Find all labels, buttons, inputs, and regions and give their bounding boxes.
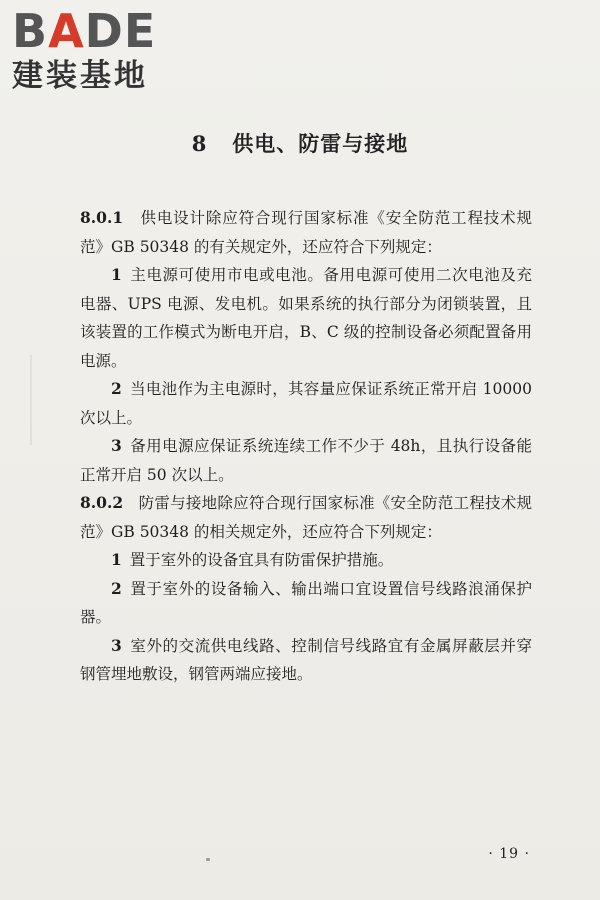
page-number: · 19 · bbox=[488, 846, 530, 862]
clause-item bbox=[80, 375, 532, 432]
bade-logo bbox=[12, 6, 182, 94]
item-text: 主电源可使用市电或电池。备用电源可使用二次电池及充电器、UPS 电源、发电机。如果系统的执行部分为闭锁装置，且该装置的工作模式为断电开启，B、C 级的控制设备必须配置备用电源。 bbox=[80, 266, 532, 370]
section-body bbox=[80, 204, 532, 689]
clause-number: 8.0.2 bbox=[80, 493, 124, 512]
clause-8-0-2 bbox=[80, 489, 532, 546]
clause-8-0-1 bbox=[80, 204, 532, 261]
clause-text: 供电设计除应符合现行国家标准《安全防范工程技术规范》GB 50348 的有关规定外，还应符合下列规定： bbox=[80, 209, 532, 256]
item-number: 2 bbox=[111, 379, 122, 398]
clause-text: 防雷与接地除应符合现行国家标准《安全防范工程技术规范》GB 50348 的相关规定外，还应符合下列规定： bbox=[80, 494, 532, 541]
item-number: 3 bbox=[111, 436, 122, 455]
logo-letters-de: DE bbox=[84, 4, 157, 58]
item-text: 备用电源应保证系统连续工作不少于 48h，且执行设备能正常开启 50 次以上。 bbox=[80, 437, 532, 484]
scan-speck bbox=[206, 858, 210, 861]
item-text: 置于室外的设备宜具有防雷保护措施。 bbox=[129, 551, 394, 569]
clause-number: 8.0.1 bbox=[80, 208, 124, 227]
item-number: 2 bbox=[111, 578, 122, 598]
clause-item bbox=[80, 546, 532, 575]
clause-item bbox=[80, 261, 532, 375]
logo-subtitle: 建装基地 bbox=[12, 58, 148, 94]
item-number: 1 bbox=[111, 550, 122, 569]
logo-letter-b: B bbox=[12, 4, 49, 58]
item-text: 室外的交流供电线路、控制信号线路宜有金属屏蔽层并穿钢管埋地敷设，钢管两端应接地。 bbox=[80, 636, 532, 683]
item-text: 置于室外的设备输入、输出端口宜设置信号线路浪涌保护器。 bbox=[80, 579, 532, 626]
clause-item bbox=[80, 575, 532, 632]
item-number: 3 bbox=[111, 635, 122, 655]
clause-item bbox=[80, 632, 532, 689]
logo-letter-a: A bbox=[48, 4, 85, 58]
section-title: 8 供电、防雷与接地 bbox=[191, 131, 409, 156]
item-text: 当电池作为主电源时，其容量应保证系统正常开启 10000 次以上。 bbox=[80, 380, 532, 427]
clause-item bbox=[80, 432, 532, 489]
item-number: 1 bbox=[111, 265, 122, 284]
scan-margin-shadow bbox=[30, 355, 32, 445]
logo-wordmark bbox=[12, 6, 182, 56]
